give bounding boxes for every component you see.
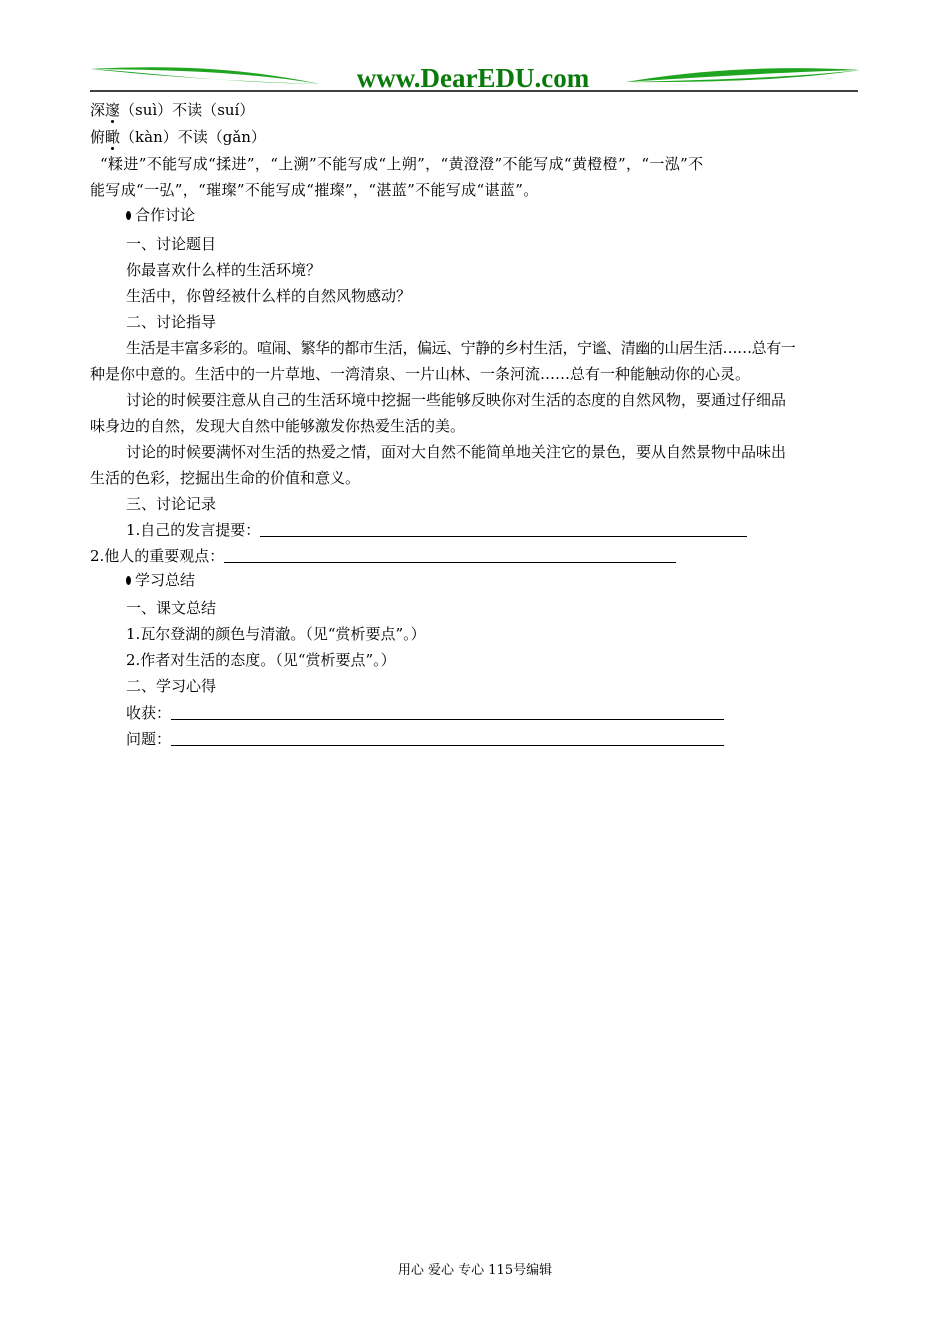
problems-label: 问题：	[126, 730, 172, 748]
section-heading-text: 学习总结	[135, 571, 196, 589]
record-own-label: 1.自己的发言提要：	[126, 521, 261, 539]
guide-paragraph-1-line-1: 生活是丰富多彩的。喧闹、繁华的都市生活，偏远、宁静的乡村生活，宁谧、清幽的山居生活……总有一	[126, 339, 796, 357]
site-banner	[88, 58, 860, 98]
pronunciation-note-1	[90, 100, 254, 120]
record-others-label: 2.他人的重要观点：	[90, 547, 225, 565]
section-heading-discussion	[126, 205, 195, 225]
record-title: 三、讨论记录	[126, 495, 217, 513]
record-own-blank[interactable]	[260, 522, 747, 537]
guide-paragraph-2-line-2: 味身边的自然，发现大自然中能够激发你热爱生活的美。	[90, 417, 466, 435]
section-heading-text: 合作讨论	[135, 206, 196, 224]
gains-field	[126, 703, 724, 723]
topic-title: 一、讨论题目	[126, 235, 217, 253]
term-prefix: 深	[90, 101, 106, 119]
banner-graphic	[88, 58, 860, 98]
term-prefix: 俯	[90, 128, 106, 146]
emphasized-character: 瞰	[105, 128, 121, 146]
record-others-blank[interactable]	[224, 548, 676, 563]
question-1: 你最喜欢什么样的生活环境？	[126, 261, 322, 279]
section-heading-summary	[126, 570, 195, 590]
problems-field	[126, 729, 724, 749]
learning-reflection-title: 二、学习心得	[126, 677, 217, 695]
gains-label: 收获：	[126, 704, 172, 722]
page-footer: 用心 爱心 专心 115号编辑	[397, 1263, 553, 1278]
guide-paragraph-2-line-1: 讨论的时候要注意从自己的生活环境中挖掘一些能够反映你对生活的态度的自然风物，要通过仔细品	[126, 391, 787, 409]
bullet-icon	[126, 211, 131, 220]
spelling-note-line-1: “糅进”不能写成“揉进”，“上溯”不能写成“上朔”，“黄澄澄”不能写成“黄橙橙”，“一泓”不	[100, 155, 704, 173]
summary-point-2: 2.作者对生活的态度。（见“赏析要点”。）	[126, 651, 396, 669]
question-2: 生活中，你曾经被什么样的自然风物感动？	[126, 287, 412, 305]
record-own-points	[126, 520, 747, 540]
reading-note: （suì）不读（suí）	[120, 101, 255, 119]
text-summary-title: 一、课文总结	[126, 599, 217, 617]
guide-paragraph-3-line-1: 讨论的时候要满怀对生活的热爱之情，面对大自然不能简单地关注它的景色，要从自然景物中品味出	[126, 443, 787, 461]
pronunciation-note-2	[90, 127, 266, 147]
site-logo-text: www.DearEDU.com	[356, 63, 590, 93]
guide-paragraph-3-line-2: 生活的色彩，挖掘出生命的价值和意义。	[90, 469, 361, 487]
gains-blank[interactable]	[171, 705, 724, 720]
emphasized-character: 邃	[105, 101, 121, 119]
guide-paragraph-1-line-2: 种是你中意的。生活中的一片草地、一湾清泉、一片山林、一条河流……总有一种能触动你的心灵。	[90, 365, 751, 383]
summary-point-1: 1.瓦尔登湖的颜色与清澈。（见“赏析要点”。）	[126, 625, 426, 643]
left-swoosh-tail	[90, 67, 320, 84]
spelling-note-line-2: 能写成“一弘”，“璀璨”不能写成“摧璨”，“湛蓝”不能写成“谌蓝”。	[90, 181, 539, 199]
record-others-points	[90, 546, 676, 566]
problems-blank[interactable]	[171, 731, 724, 746]
bullet-icon	[126, 576, 131, 585]
reading-note: （kàn）不读（gǎn）	[120, 128, 266, 146]
guide-title: 二、讨论指导	[126, 313, 217, 331]
